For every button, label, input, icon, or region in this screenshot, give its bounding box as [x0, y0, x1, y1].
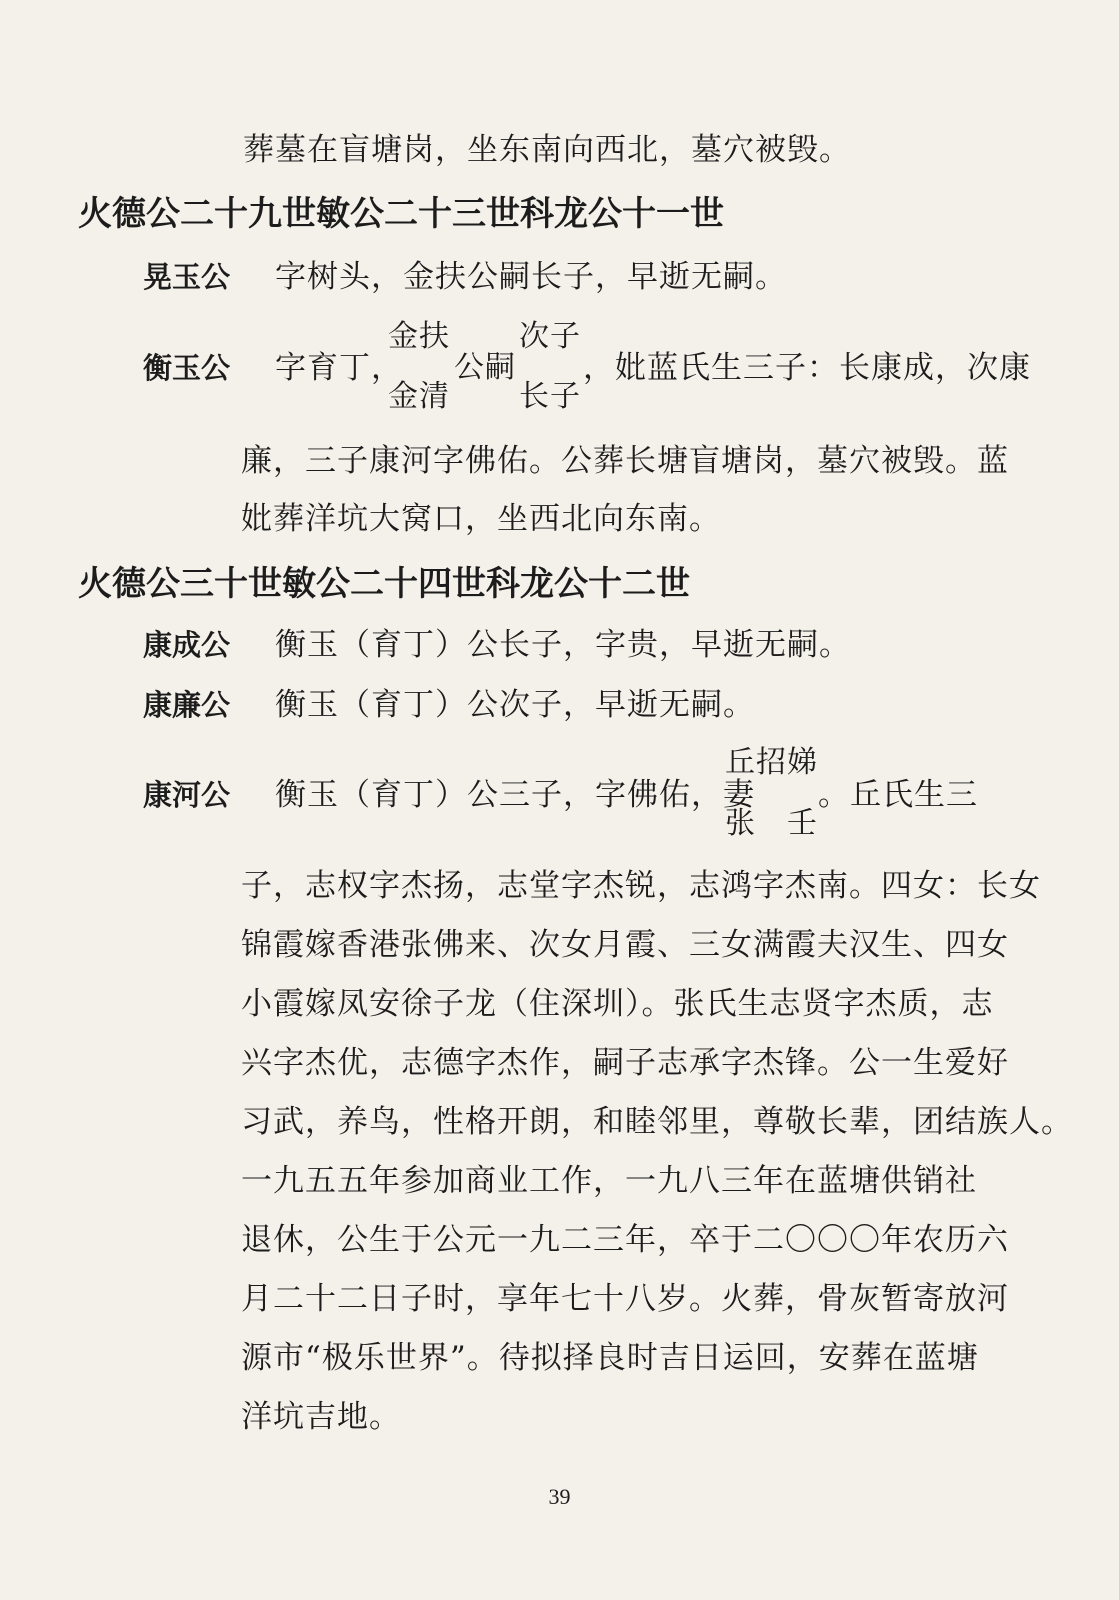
stacked-middle-text: 公嗣 — [454, 350, 516, 385]
stacked-wife-top: 丘招娣 — [725, 745, 818, 780]
person-text-kanghe-line: 月二十二日子时，享年七十八岁。火葬，骨灰暂寄放河 — [241, 1281, 1009, 1317]
person-text-hengyu-line: 妣葬洋坑大窝口，坐西北向东南。 — [241, 501, 721, 537]
person-text-hengyu-line: 廉，三子康河字佛佑。公葬长塘盲塘岗，墓穴被毁。蓝 — [241, 443, 1009, 479]
person-text-kanghe-line: 源市“极乐世界”。待拟择良时吉日运回，安葬在蓝塘 — [241, 1340, 979, 1376]
person-name-kanghe: 康河公 — [143, 778, 231, 812]
person-name-kangcheng: 康成公 — [143, 628, 231, 662]
person-text-kanghe-line: 洋坑吉地。 — [241, 1399, 401, 1435]
person-name-kanglian: 康廉公 — [143, 688, 231, 722]
person-text-kanghe-line: 锦霞嫁香港张佛来、次女月霞、三女满霞夫汉生、四女 — [241, 927, 1009, 963]
person-text-kanghe-prefix: 衡玉（育丁）公三子，字佛佑，妻 — [275, 777, 755, 813]
person-text-hengyu-suffix: ，妣蓝氏生三子：长康成，次康 — [583, 350, 1031, 386]
person-text-kanglian: 衡玉（育丁）公次子，早逝无嗣。 — [275, 687, 755, 723]
stacked-father-top: 金扶 — [388, 319, 450, 354]
stacked-wife-bottom: 张 壬 — [725, 806, 818, 841]
person-text-kanghe-line: 小霞嫁凤安徐子龙（住深圳）。张氏生志贤字杰质，志 — [241, 986, 994, 1022]
page-number: 39 — [548, 1484, 571, 1509]
person-name-huangyu: 晃玉公 — [143, 260, 231, 294]
stacked-father-bottom: 金清 — [388, 379, 450, 414]
stacked-son-bottom: 长子 — [519, 379, 581, 414]
person-name-hengyu: 衡玉公 — [143, 351, 231, 385]
person-text-kanghe-line: 习武，养鸟，性格开朗，和睦邻里，尊敬长辈，团结族人。 — [241, 1104, 1073, 1140]
generation-heading-29: 火德公二十九世敏公二十三世科龙公十一世 — [78, 194, 724, 234]
person-text-kanghe-line: 一九五五年参加商业工作，一九八三年在蓝塘供销社 — [241, 1163, 977, 1199]
person-text-kanghe-line: 子，志权字杰扬，志堂字杰锐，志鸿字杰南。四女：长女 — [241, 868, 1041, 904]
stacked-son-top: 次子 — [519, 319, 581, 354]
person-text-hengyu-prefix: 字育丁， — [275, 350, 403, 386]
person-text-kangcheng: 衡玉（育丁）公长子，字贵，早逝无嗣。 — [275, 627, 851, 663]
person-text-kanghe-line: 退休，公生于公元一九二三年，卒于二〇〇〇年农历六 — [241, 1222, 1009, 1258]
person-text-kanghe-line: 兴字杰优，志德字杰作，嗣子志承字杰锋。公一生爱好 — [241, 1045, 1009, 1081]
person-text-huangyu: 字树头，金扶公嗣长子，早逝无嗣。 — [275, 259, 787, 295]
continuation-line: 葬墓在盲塘岗，坐东南向西北，墓穴被毁。 — [243, 132, 851, 168]
generation-heading-30: 火德公三十世敏公二十四世科龙公十二世 — [78, 564, 690, 604]
person-text-kanghe-suffix: 。丘氏生三 — [818, 777, 978, 813]
